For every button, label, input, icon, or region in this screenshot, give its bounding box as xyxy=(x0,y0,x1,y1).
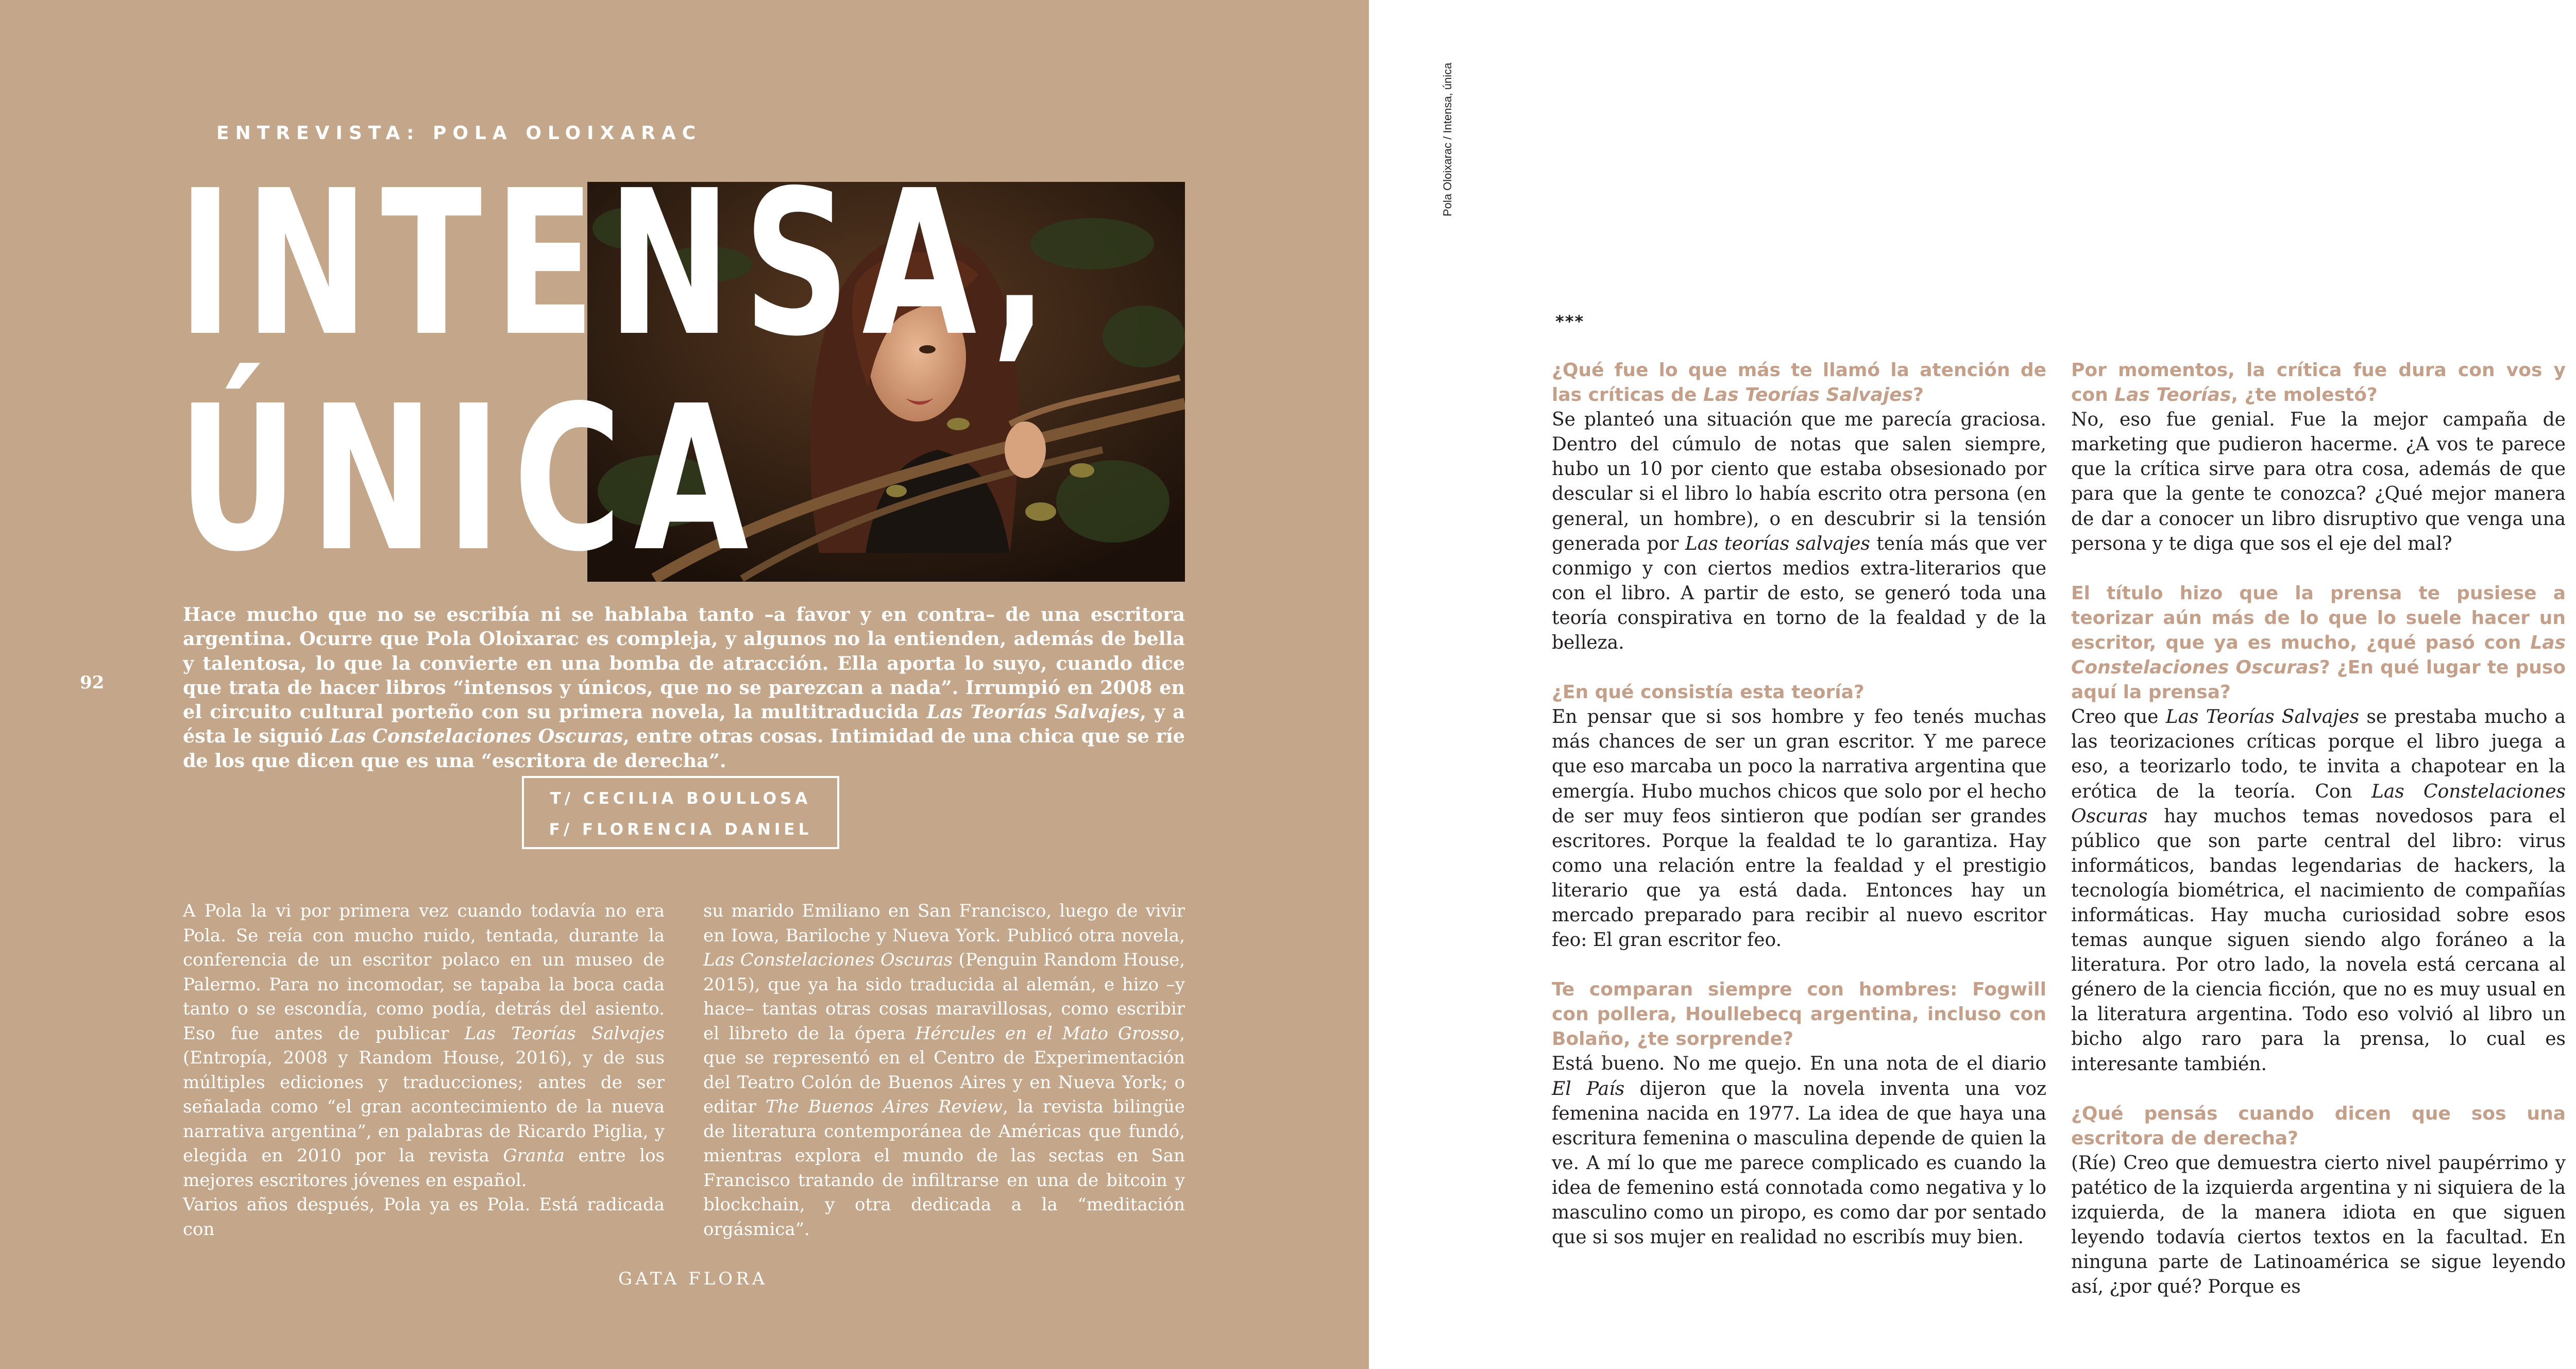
text-run: entre los mejores escritores jóvenes en español. xyxy=(183,1145,665,1191)
text-run: ? ¿En qué lugar te puso aquí la prensa? xyxy=(2071,657,2566,703)
text-run: Por momentos, la crítica fue dura con vos y con xyxy=(2071,360,2566,406)
text-run: , ¿te molestó? xyxy=(2231,384,2378,406)
spacer xyxy=(2071,1077,2566,1102)
italic-title: Las Teorías Salvajes xyxy=(926,701,1140,723)
body-column-1 xyxy=(183,899,665,1242)
text-run: se prestaba mucho a las teorizaciones críticas porque el libro juega a eso, a teorizarlo todo, te invita a chapotear en la erótica de la teoría. Con xyxy=(2071,706,2566,802)
text-run: ? xyxy=(1913,384,1924,406)
text-run: su marido Emiliano en San Francisco, luego de vivir en Iowa, Bariloche y Nueva York. Publicó otra novela, xyxy=(703,901,1185,946)
text-run: (Entropía, 2008 y Random House, 2016), y de sus múltiples ediciones y traducciones; antes de ser señalada como “el gran acontecimiento de la nueva narrativa argentina”, en palabras de Ricardo Piglia, y elegida en 2010 por la revista xyxy=(183,1047,665,1166)
interview-question xyxy=(1552,680,2046,705)
text-run: El título hizo que la prensa te pusiese a teorizar aún más de lo que lo suele hacer un escritor, que ya es mucho, ¿qué pasó con xyxy=(2071,582,2566,653)
text-run: hay muchos temas novedosos para el público que son parte central del libro: virus informáticos, bandas legendarias de hackers, la tecnología biométrica, el nacimiento de compañías informáticas. Hay mucha curiosidad sobre esos temas aunque siguen siendo algo foráneo a la literatura. Por otro lado, la novela está cercana al género de la ciencia ficción, que no es muy usual en la literatura argentina. Todo eso volvió al libro un bicho algo raro para la prensa, lo cual es interesante también. xyxy=(2071,805,2566,1075)
interview-question xyxy=(1552,977,2046,1052)
body-column-2 xyxy=(703,899,1185,1242)
text-run: Está bueno. No me quejo. En una nota de el diario xyxy=(1552,1053,2046,1075)
interview-column-1 xyxy=(1552,358,2046,1250)
spacer xyxy=(2071,556,2566,581)
text-run: Se planteó una situación que me parecía graciosa. Dentro del cúmulo de notas que salen siempre, hubo un 10 por ciento que estaba obsesionado por descular si el libro lo había escrito otra persona (en general, un hombre), o en descubrir si la tensión generada por xyxy=(1552,409,2046,554)
text-run: A Pola la vi por primera vez cuando todavía no era Pola. Se reía con mucho ruido, tentada, durante la conferencia de un escritor polaco en un museo de Palermo. Para no incomodar, se tapaba la boca cada tanto o se escondía, como podía, detrás del asiento. Eso fue antes de publicar xyxy=(183,901,665,1044)
spacer xyxy=(1552,953,2046,977)
interview-answer xyxy=(2071,705,2566,1076)
magazine-footer: GATA FLORA xyxy=(618,1269,768,1289)
interview-answer xyxy=(2071,1151,2566,1300)
text-run: Hace mucho que no se escribía ni se hablaba tanto –a favor y en contra– de una escritora argentina. Ocurre que Pola Oloixarac es compleja, y algunos no la entienden, además de bella y talentosa, lo que la convierte en una bomba de atracción. Ella aporta lo suyo, cuando dice que trata de hacer libros “intensos y únicos, que no se parezcan a nada”. Irrumpió en 2008 en el circuito cultural porteño con su primera novela, la multitraducida xyxy=(183,603,1185,723)
intro-paragraph xyxy=(183,602,1185,773)
text-run: , entre otras cosas. Intimidad de una chica que se ríe de los que dicen que es una “escritora de derecha”. xyxy=(183,725,1185,772)
body-paragraph xyxy=(703,899,1185,1242)
interview-question xyxy=(2071,581,2566,705)
interview-answer xyxy=(1552,1052,2046,1250)
text-run: ¿En qué consistía esta teoría? xyxy=(1552,682,1865,703)
italic-title: Las Teorías Salvajes xyxy=(1703,384,1913,406)
photo-credit: F/ FLORENCIA DANIEL xyxy=(549,820,812,839)
text-credit: T/ CECILIA BOULLOSA xyxy=(550,789,811,808)
italic-title: Las Teorías xyxy=(2114,384,2231,406)
text-run: ¿Qué pensás cuando dicen que sos una escritora de derecha? xyxy=(2071,1103,2566,1149)
italic-title: Las Constelaciones Oscuras xyxy=(2071,781,2566,827)
text-run: En pensar que si sos hombre y feo tenés muchas más chances de ser un gran escritor. Y me parece que eso marcaba un poco la narrativa argentina que emergía. Hubo muchos chicos que solo por el hecho de ser muy feos sintieron que podían ser grandes escritores. Porque la fealdad te lo garantiza. Hay como una relación entre la fealdad y el prestigio literario que ya está dada. Entonces hay un mercado preparado para recibir al nuevo escritor feo: El gran escritor feo. xyxy=(1552,706,2046,951)
text-run: Varios años después, Pola ya es Pola. Está radicada con xyxy=(183,1194,665,1240)
text-run: Creo que xyxy=(2071,706,2166,728)
italic-title: Hércules en el Mato Grosso xyxy=(915,1023,1180,1044)
interview-answer xyxy=(1552,705,2046,953)
interview-answer xyxy=(1552,408,2046,655)
interview-question xyxy=(1552,358,2046,408)
italic-title: Las Constelaciones Oscuras xyxy=(329,725,623,748)
body-paragraph xyxy=(183,1193,665,1242)
text-run: dijeron que la novela inventa una voz femenina nacida en 1977. La idea de que haya una escritura femenina o masculina depende de quien la ve. A mí lo que me parece complicado es cuando la idea de femenino está connotada como negativa y lo masculino como un piropo, es como dar por sentado que si sos mujer en realidad no escribís muy bien. xyxy=(1552,1078,2046,1248)
text-run: , y a ésta le siguió xyxy=(183,701,1185,748)
running-head-text: Pola Oloixarac / Intensa, única xyxy=(1441,62,1454,216)
italic-title: Las teorías salvajes xyxy=(1685,533,1870,554)
headline-line-2: ÚNICA xyxy=(178,363,761,596)
text-run: tenía más que ver conmigo y con ciertos medios extra-literarios que con el libro. A partir de esto, se generó toda una teoría conspirativa en torno de la fealdad y de la belleza. xyxy=(1552,533,2047,654)
kicker: ENTREVISTA: POLA OLOIXARAC xyxy=(216,123,702,144)
interview-question xyxy=(2071,358,2566,408)
body-paragraph xyxy=(183,899,665,1193)
text-run: ¿Qué fue lo que más te llamó la atención de las críticas de xyxy=(1552,360,2046,406)
text-run: No, eso fue genial. Fue la mejor campaña de marketing que pudieron hacerme. ¿A vos te parece que la crítica sirve para otra cosa, además de que para que la gente te conozca? ¿Qué mejor manera de dar a conocer un libro disruptivo que venga una persona y te diga que sos el eje del mal? xyxy=(2071,409,2566,554)
italic-title: Las Constelaciones Oscuras xyxy=(2071,632,2566,679)
text-run: Te comparan siempre con hombres: Fogwill con pollera, Houllebecq argentina, incluso con Bolaño, ¿te sorprende? xyxy=(1552,979,2046,1050)
italic-title: Las Teorías Salvajes xyxy=(2165,706,2360,728)
spacer xyxy=(1552,655,2046,680)
credits-box xyxy=(522,776,839,849)
text-run: , que se representó en el Centro de Experimentación del Teatro Colón de Buenos Aires y en Nueva York; o editar xyxy=(703,1023,1185,1117)
headline-line-1: INTENSA, xyxy=(178,147,1060,380)
text-run: (Penguin Random House, 2015), que ya ha sido traducida al alemán, e hizo –y hace– tantas otras cosas maravillosas, como escribir el libreto de la ópera xyxy=(703,950,1185,1044)
text-run: (Ríe) Creo que demuestra cierto nivel paupérrimo y patético de la izquierda argentina y ni siquiera de la izquierda, de la manera idiota en que siguen leyendo todavía ciertos textos en la facultad. En ninguna parte de Latinoamérica se sigue leyendo así, ¿por qué? Porque es xyxy=(2071,1152,2566,1298)
italic-title: Las Teorías Salvajes xyxy=(464,1023,665,1044)
italic-title: El País xyxy=(1552,1078,1625,1100)
interview-column-2 xyxy=(2071,358,2566,1299)
section-mark: *** xyxy=(1555,312,1585,331)
italic-title: The Buenos Aires Review xyxy=(766,1096,1003,1117)
page-number-left: 92 xyxy=(80,672,105,693)
italic-title: Granta xyxy=(503,1145,565,1166)
text-run: , la revista bilingüe de literatura contemporánea de Américas que fundó, mientras explora el mundo de las sectas en San Francisco tratando de infiltrarse en una de bitcoin y blockchain, y otra dedicada a la “meditación orgásmica”. xyxy=(703,1096,1185,1240)
interview-answer xyxy=(2071,408,2566,556)
right-page xyxy=(1369,0,2576,1369)
interview-question xyxy=(2071,1102,2566,1151)
italic-title: Las Constelaciones Oscuras xyxy=(703,950,953,970)
